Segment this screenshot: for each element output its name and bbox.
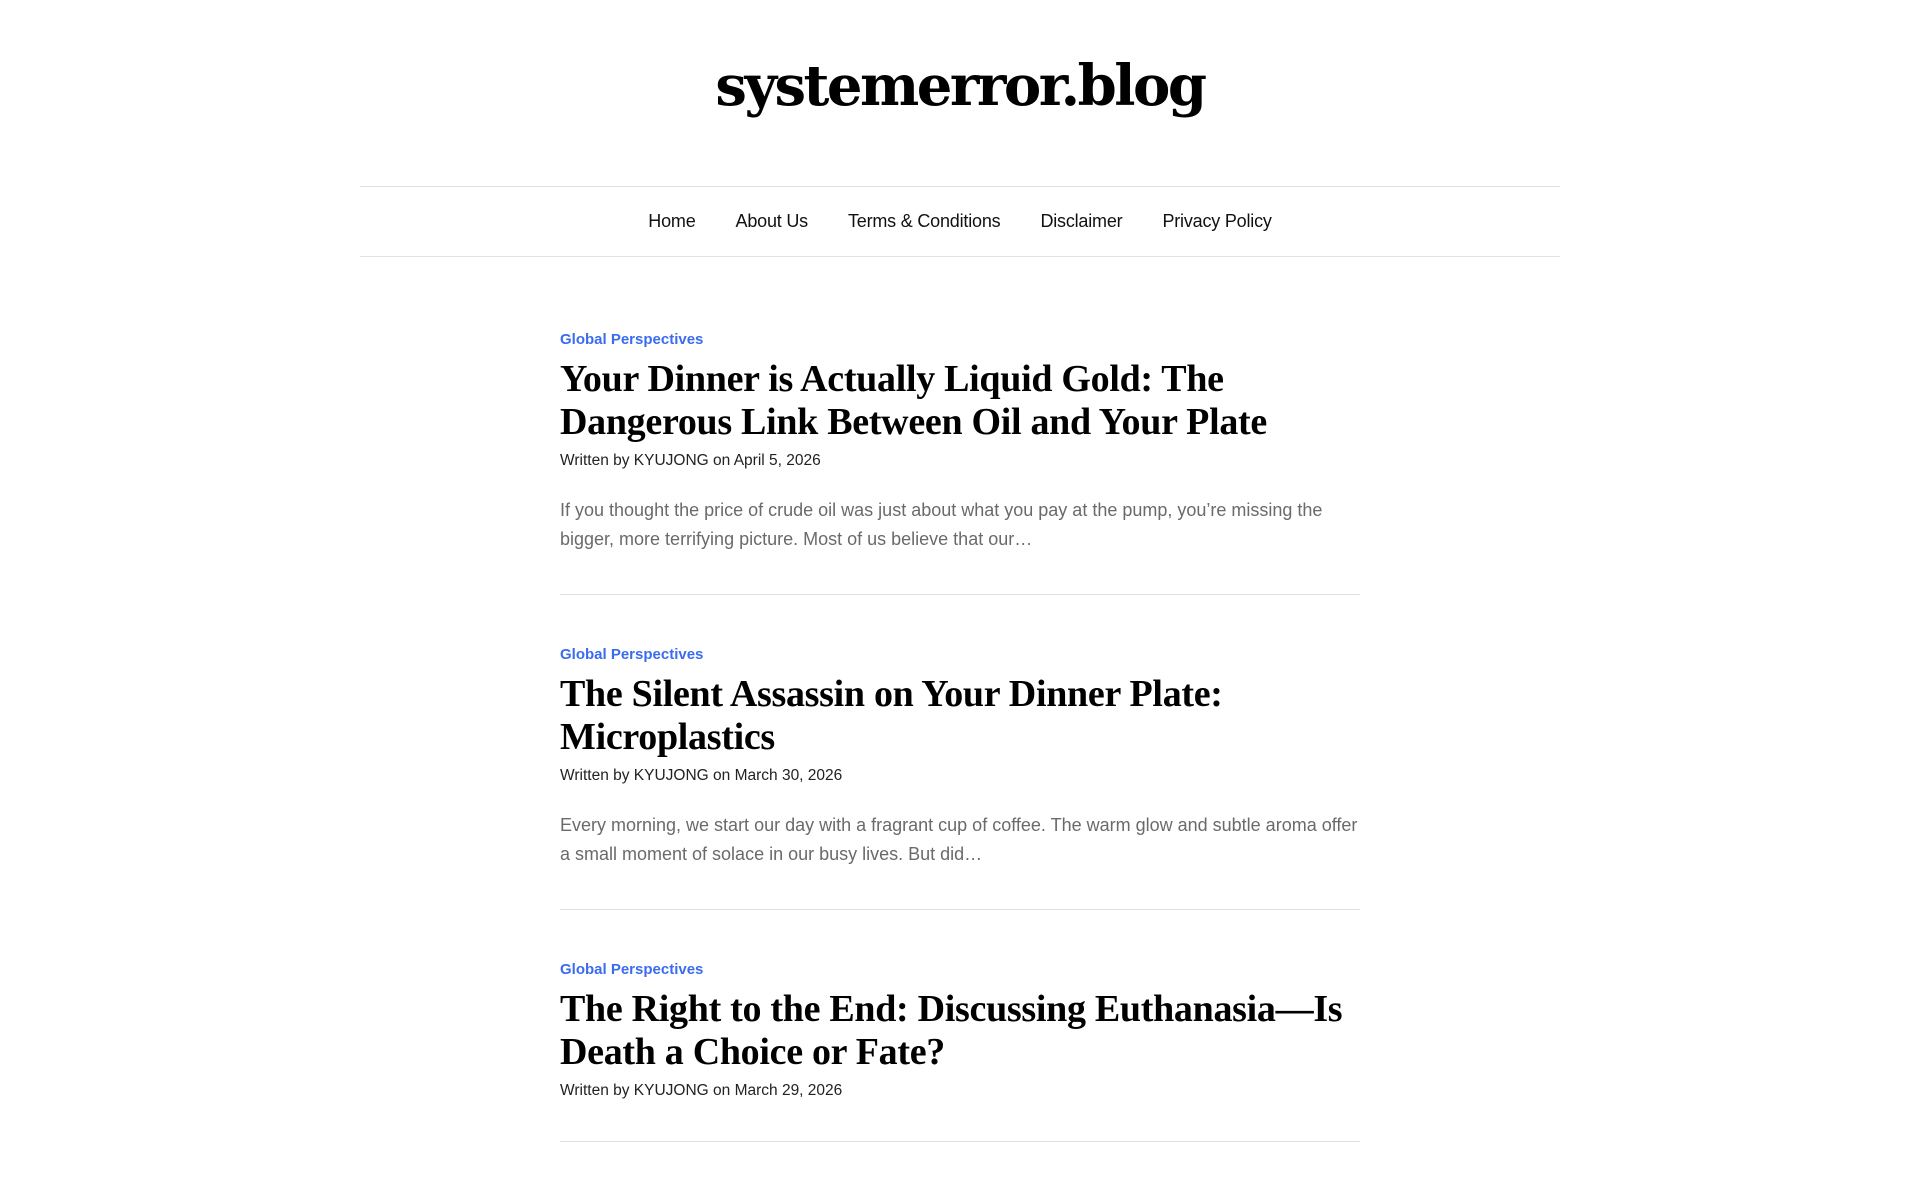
nav-list bbox=[628, 211, 1291, 232]
main-nav bbox=[360, 186, 1560, 257]
post-meta: Written by KYUJONG on March 29, 2026 bbox=[560, 1082, 843, 1099]
post-meta: Written by KYUJONG on April 5, 2026 bbox=[560, 452, 821, 469]
nav-item-home[interactable]: Home bbox=[648, 211, 696, 231]
post-item bbox=[560, 330, 1360, 595]
post-title bbox=[560, 988, 1360, 1074]
post-category-link[interactable]: Global Perspectives bbox=[560, 331, 704, 348]
nav-item-privacy-policy[interactable]: Privacy Policy bbox=[1162, 211, 1272, 231]
post-item bbox=[560, 960, 1360, 1142]
post-list bbox=[560, 330, 1360, 1192]
site-title-link[interactable]: systemerror.blog bbox=[715, 53, 1205, 119]
nav-item-terms-conditions[interactable]: Terms & Conditions bbox=[847, 211, 1001, 231]
post-category-link[interactable]: Global Perspectives bbox=[560, 646, 704, 663]
post-category-link[interactable]: Global Perspectives bbox=[560, 961, 704, 978]
post-item bbox=[560, 645, 1360, 910]
post-excerpt: If you thought the price of crude oil was just about what you pay at the pump, you’re missing the bigger, more terrifying picture. Most of us believe that our… bbox=[560, 500, 1323, 549]
post-title-link[interactable]: The Silent Assassin on Your Dinner Plate: Microplastics bbox=[560, 673, 1223, 758]
post-title bbox=[560, 673, 1360, 759]
post-excerpt: Every morning, we start our day with a fragrant cup of coffee. The warm glow and subtle aroma offer a small moment of solace in our busy lives. But did… bbox=[560, 815, 1358, 864]
post-title-link[interactable]: Your Dinner is Actually Liquid Gold: The Dangerous Link Between Oil and Your Plate bbox=[560, 358, 1267, 443]
nav-item-disclaimer[interactable]: Disclaimer bbox=[1040, 211, 1123, 231]
nav-item-about-us[interactable]: About Us bbox=[735, 211, 808, 231]
post-title bbox=[560, 358, 1360, 444]
site-header bbox=[0, 0, 1920, 186]
post-title-link[interactable]: The Right to the End: Discussing Euthanasia—Is Death a Choice or Fate? bbox=[560, 988, 1343, 1073]
post-meta: Written by KYUJONG on March 30, 2026 bbox=[560, 767, 843, 784]
